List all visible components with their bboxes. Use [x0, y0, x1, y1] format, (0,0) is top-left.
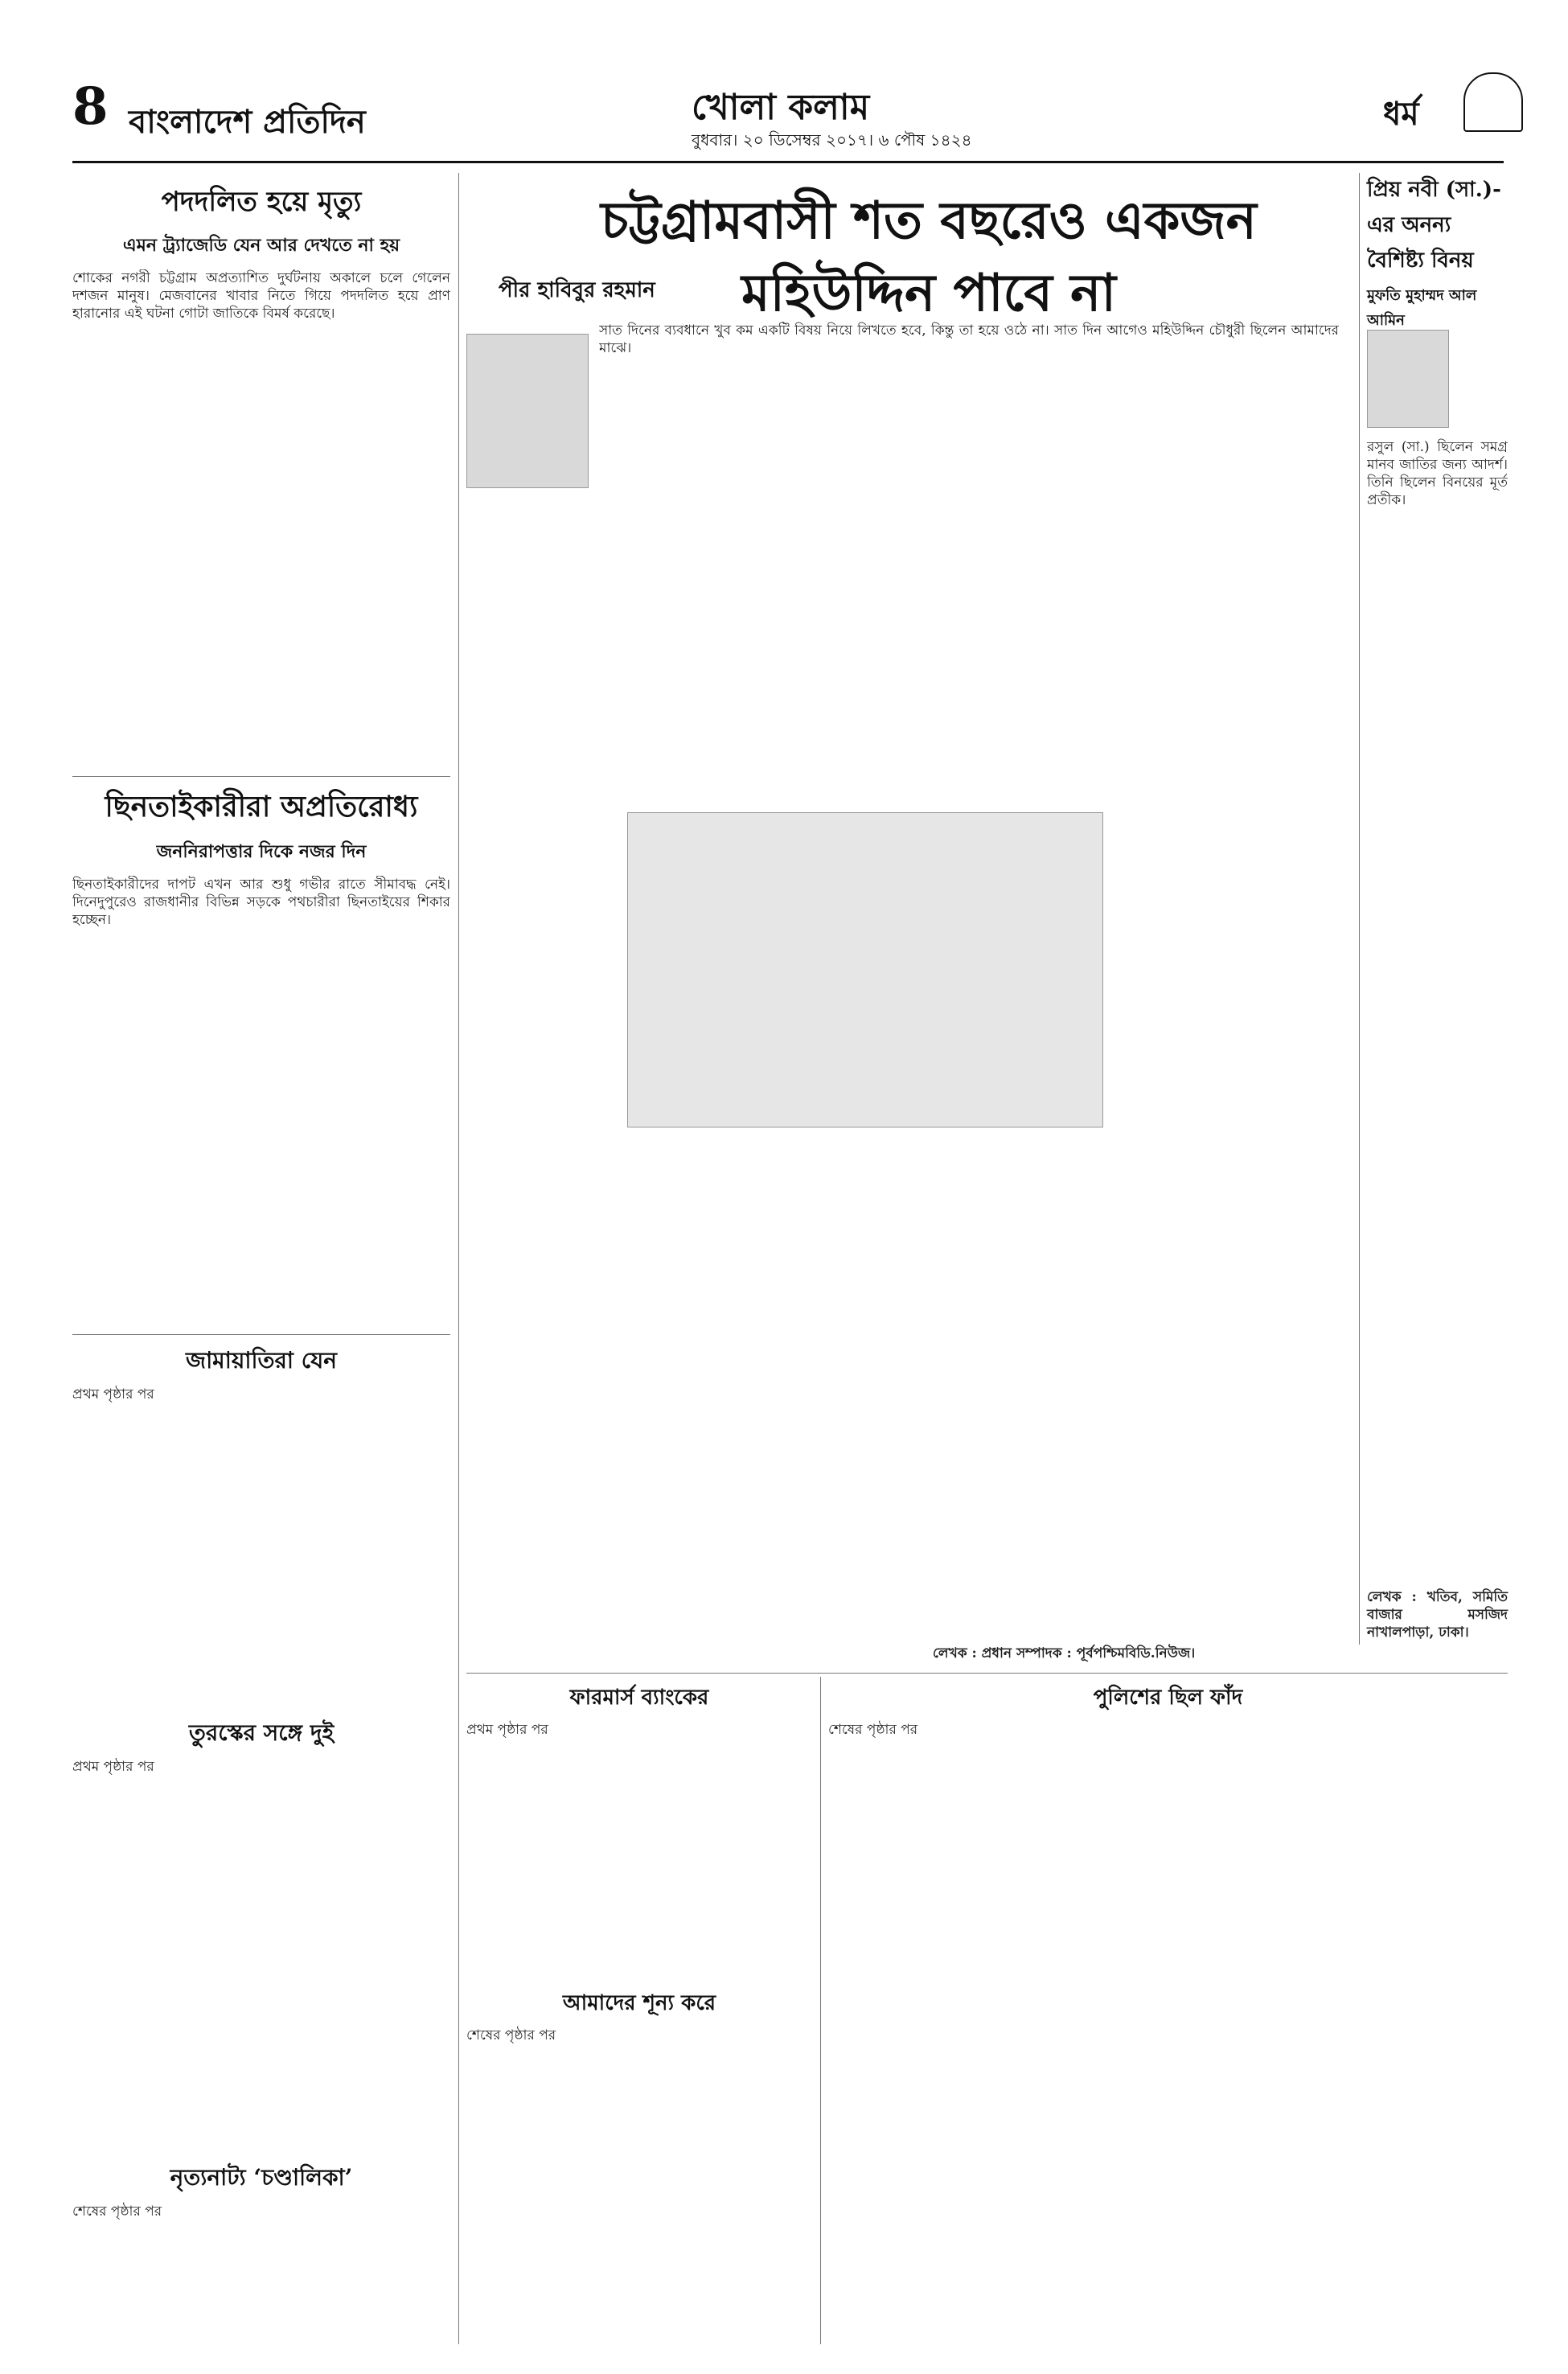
right-footnote: লেখক : খতিব, সমিতি বাজার মসজিদ নাখালপাড়া, ঢাকা।: [1367, 1589, 1508, 1641]
section-tag: ধর্ম: [1383, 95, 1419, 133]
main-footnote: লেখক : প্রধান সম্পাদক : পূর্বপশ্চিমবিডি.নিউজ।: [933, 1645, 1196, 1661]
article-title: ফারমার্স ব্যাংকের: [569, 1686, 709, 1710]
date-line: বুধবার। ২০ ডিসেম্বর ২০১৭। ৬ পৌষ ১৪২৪: [692, 130, 972, 150]
article-subtitle: এমন ট্র্যাজেডি যেন আর দেখতে না হয়: [122, 235, 400, 256]
right-author: মুফতি মুহাম্মদ আল আমিন: [1367, 287, 1477, 329]
bottom-article: [466, 1986, 812, 2340]
masthead: [0, 0, 1568, 153]
paper-name: বাংলাদেশ প্রতিদিন: [129, 103, 366, 141]
mosque-icon: [1463, 72, 1523, 132]
article-body: শোকের নগরী চট্টগ্রাম অপ্রত্যাশিত দুর্ঘটনায় অকালে চলে গেলেন দশজন মানুষ। মেজবানের খাবার নিতে গিয়ে পদদলিত হয়ে প্রাণ হারানোর এই ঘটনা গোটা জাতিকে বিমর্ষ করেছে।: [72, 270, 450, 322]
author-photo: [466, 334, 589, 488]
main-byline: পীর হাবিবুর রহমান: [499, 278, 655, 302]
article-title: পুলিশের ছিল ফাঁদ: [1093, 1686, 1243, 1710]
article-title: নৃত্যনাট্য ‘চণ্ডালিকা’: [170, 2164, 353, 2191]
divider: [72, 1334, 450, 1335]
page-number: 8: [72, 76, 109, 137]
article-title: ছিনতাইকারীরা অপ্রতিরোধ্য: [105, 790, 418, 824]
article-title: আমাদের শূন্য করে: [562, 1991, 716, 2015]
main-body: সাত দিনের ব্যবধানে খুব কম একটি বিষয় নিয়ে লিখতে হবে, কিন্তু তা হয়ে ওঠে না। সাত দিন আগেও মহিউদ্দিন চৌধুরী ছিলেন আমাদের মাঝে।: [599, 322, 1339, 356]
masthead-rule: [72, 161, 1504, 163]
article-title: তুরস্কের সঙ্গে দুই: [188, 1719, 335, 1746]
main-headline: চট্টগ্রামবাসী শত বছরেও একজন মহিউদ্দিন পাবে না: [601, 191, 1257, 323]
column-rule: [1359, 173, 1360, 1645]
bottom-article: [828, 1681, 1508, 2340]
right-body: রসুল (সা.) ছিলেন সমগ্র মানব জাতির জন্য আদর্শ। তিনি ছিলেন বিনয়ের মূর্ত প্রতীক।: [1367, 439, 1508, 508]
article-body: প্রথম পৃষ্ঠার পর: [466, 1722, 548, 1738]
left-column: [72, 173, 450, 2344]
article-body: শেষের পৃষ্ঠার পর: [72, 2204, 162, 2220]
divider: [466, 1673, 1508, 1674]
section-title: খোলা কলাম: [692, 87, 870, 128]
divider: [72, 776, 450, 777]
column-rule: [458, 173, 459, 2344]
article-title: পদদলিত হয়ে মৃত্যু: [161, 186, 362, 218]
main-photo: [627, 812, 1103, 1127]
article-body: প্রথম পৃষ্ঠার পর: [72, 1759, 154, 1775]
article-subtitle: জননিরাপত্তার দিকে নজর দিন: [156, 841, 367, 862]
article-body: প্রথম পৃষ্ঠার পর: [72, 1386, 154, 1403]
column-rule: [820, 1677, 821, 2344]
right-title: প্রিয় নবী (সা.)-এর অনন্য বৈশিষ্ট্য বিনয়: [1367, 178, 1501, 273]
article-body: ছিনতাইকারীদের দাপট এখন আর শুধু গভীর রাতে সীমাবদ্ধ নেই। দিনেদুপুরেও রাজধানীর বিভিন্ন সড়কে পথচারীরা ছিনতাইয়ের শিকার হচ্ছেন।: [72, 877, 450, 928]
article-body: শেষের পৃষ্ঠার পর: [466, 2027, 556, 2043]
article-title: জামায়াতিরা যেন: [186, 1347, 337, 1374]
right-author-photo: [1367, 330, 1449, 428]
article-body: শেষের পৃষ্ঠার পর: [828, 1722, 918, 1738]
